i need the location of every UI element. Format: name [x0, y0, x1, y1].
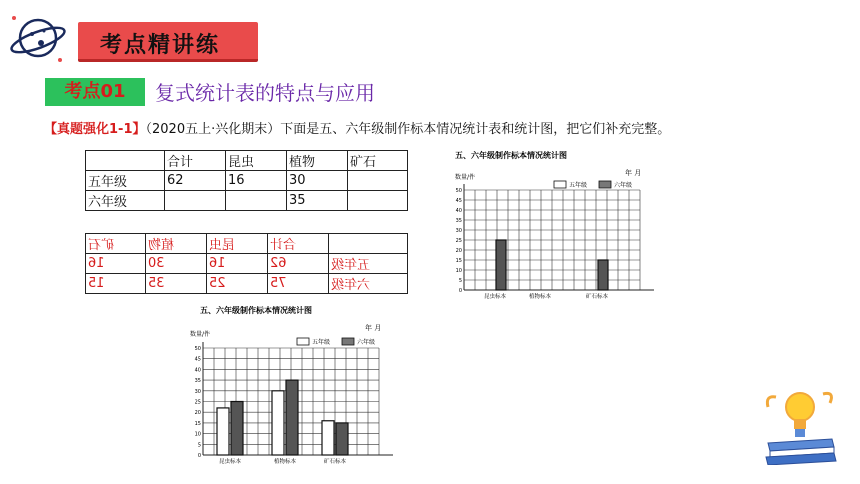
table-cell	[348, 191, 408, 211]
table-cell: 35	[287, 191, 348, 211]
chart-legend	[297, 338, 375, 346]
question-text: （2020五上·兴化期末）下面是五、六年级制作标本情况统计表和统计图，把它们补充完整。	[145, 122, 671, 137]
topic-badge: 考点01	[45, 78, 145, 106]
table-cell	[165, 191, 226, 211]
chart-title: 五、六年级制作标本情况统计图	[200, 306, 312, 315]
y-tick-label: 40	[455, 208, 462, 214]
table-cell	[268, 274, 329, 294]
x-tick-label: 植物标本	[528, 294, 552, 300]
table-cell: 30	[287, 171, 348, 191]
x-tick-label: 昆虫标本	[218, 459, 242, 465]
chart-axis-labels	[456, 188, 609, 300]
table-cell	[226, 191, 287, 211]
answer-cell: 75	[270, 276, 287, 291]
bar-grade6	[598, 260, 608, 290]
table-header-row	[86, 234, 408, 254]
answer-cell: 合计	[270, 238, 297, 253]
answer-cell: 35	[148, 276, 165, 291]
table-row	[86, 274, 408, 294]
chart-grid	[464, 184, 654, 290]
y-tick-label: 0	[197, 453, 201, 459]
table-cell	[86, 254, 146, 274]
table-cell	[329, 274, 408, 294]
table-cell	[207, 254, 268, 274]
table-header-row	[86, 151, 408, 171]
table-cell	[329, 234, 408, 254]
table-cell: 合计	[165, 151, 226, 171]
bar-grade5	[322, 421, 334, 455]
y-tick-label: 15	[194, 420, 201, 427]
bar-grade5	[272, 391, 284, 455]
table-cell: 植物	[287, 151, 348, 171]
x-tick-label: 植物标本	[273, 459, 297, 465]
table-cell	[348, 171, 408, 191]
x-tick-label: 昆虫标本	[483, 294, 507, 300]
y-tick-label: 35	[194, 378, 201, 385]
legend-label: 六年级	[614, 182, 633, 189]
table-cell	[86, 151, 165, 171]
table-cell: 矿石	[348, 151, 408, 171]
bar-grade6	[286, 380, 298, 455]
table-cell	[146, 234, 207, 254]
bar-grade6	[496, 240, 506, 290]
table-cell: 16	[226, 171, 287, 191]
x-tick-label: 矿石标本	[323, 459, 347, 465]
answer-cell: 六年级	[331, 278, 371, 293]
table-cell	[268, 254, 329, 274]
y-tick-label: 40	[194, 367, 201, 374]
y-tick-label: 0	[458, 288, 462, 294]
answer-cell: 15	[88, 276, 105, 291]
y-tick-label: 45	[194, 356, 201, 363]
y-tick-label: 5	[197, 442, 201, 449]
topic-title: 复式统计表的特点与应用	[155, 81, 375, 105]
lightbulb-books-icon	[760, 385, 840, 465]
y-tick-label: 5	[458, 278, 462, 284]
table-cell: 62	[165, 171, 226, 191]
y-tick-label: 20	[194, 410, 201, 417]
table-cell: 昆虫	[226, 151, 287, 171]
table-cell	[207, 234, 268, 254]
table-cell	[146, 254, 207, 274]
answer-cell: 30	[148, 256, 165, 271]
chart-ylabel: 数量/件	[190, 331, 211, 338]
table-cell	[207, 274, 268, 294]
question-line	[44, 118, 670, 137]
y-tick-label: 30	[194, 388, 201, 395]
answer-cell: 16	[209, 256, 226, 271]
table-row	[86, 254, 408, 274]
bar-grade6	[231, 402, 243, 456]
chart-legend	[554, 181, 632, 189]
bar-grade5	[217, 408, 229, 455]
table-cell: 六年级	[86, 191, 165, 211]
y-tick-label: 25	[194, 399, 201, 406]
chart-title: 五、六年级制作标本情况统计图	[455, 151, 567, 160]
y-tick-label: 45	[455, 198, 462, 204]
table-cell	[86, 234, 146, 254]
legend-swatch	[599, 181, 611, 188]
chart-bars	[217, 380, 348, 455]
question-tag: 【真题强化1-1】	[44, 122, 146, 137]
answer-cell: 昆虫	[209, 238, 236, 253]
legend-swatch	[297, 338, 309, 345]
stats-table	[85, 150, 408, 211]
chart-date: 年 月	[365, 324, 382, 332]
legend-swatch	[342, 338, 354, 345]
table-row	[86, 191, 408, 211]
legend-label: 五年级	[312, 339, 331, 346]
answer-cell: 25	[209, 276, 226, 291]
y-tick-label: 15	[455, 258, 462, 264]
section-title: 考点精讲练	[100, 32, 221, 58]
chart-date: 年 月	[625, 169, 642, 177]
y-tick-label: 50	[455, 188, 462, 194]
chart-ylabel: 数量/件	[455, 174, 476, 181]
answer-cell: 植物	[148, 238, 175, 253]
section-title-bar	[78, 22, 258, 62]
y-tick-label: 20	[455, 248, 462, 254]
y-tick-label: 30	[455, 228, 462, 234]
y-tick-label: 10	[455, 268, 462, 274]
table-cell	[146, 274, 207, 294]
y-tick-label: 50	[194, 346, 201, 352]
y-tick-label: 25	[455, 238, 462, 244]
x-tick-label: 矿石标本	[585, 294, 609, 300]
table-cell	[329, 254, 408, 274]
answer-table	[85, 233, 408, 294]
table-row	[86, 171, 408, 191]
answer-cell: 五年级	[331, 258, 371, 273]
legend-swatch	[554, 181, 566, 188]
table-cell	[86, 274, 146, 294]
table-cell	[268, 234, 329, 254]
answer-cell: 矿石	[88, 238, 115, 253]
bar-grade6	[336, 423, 348, 455]
y-tick-label: 10	[194, 431, 201, 438]
planet-icon	[8, 10, 68, 66]
y-tick-label: 35	[455, 218, 462, 224]
legend-label: 六年级	[357, 339, 376, 346]
answer-cell: 16	[88, 256, 105, 271]
legend-label: 五年级	[569, 182, 588, 189]
answer-cell: 62	[270, 256, 287, 271]
bar-chart-top	[450, 145, 695, 310]
table-cell: 五年级	[86, 171, 165, 191]
bar-chart-bottom	[185, 300, 430, 470]
